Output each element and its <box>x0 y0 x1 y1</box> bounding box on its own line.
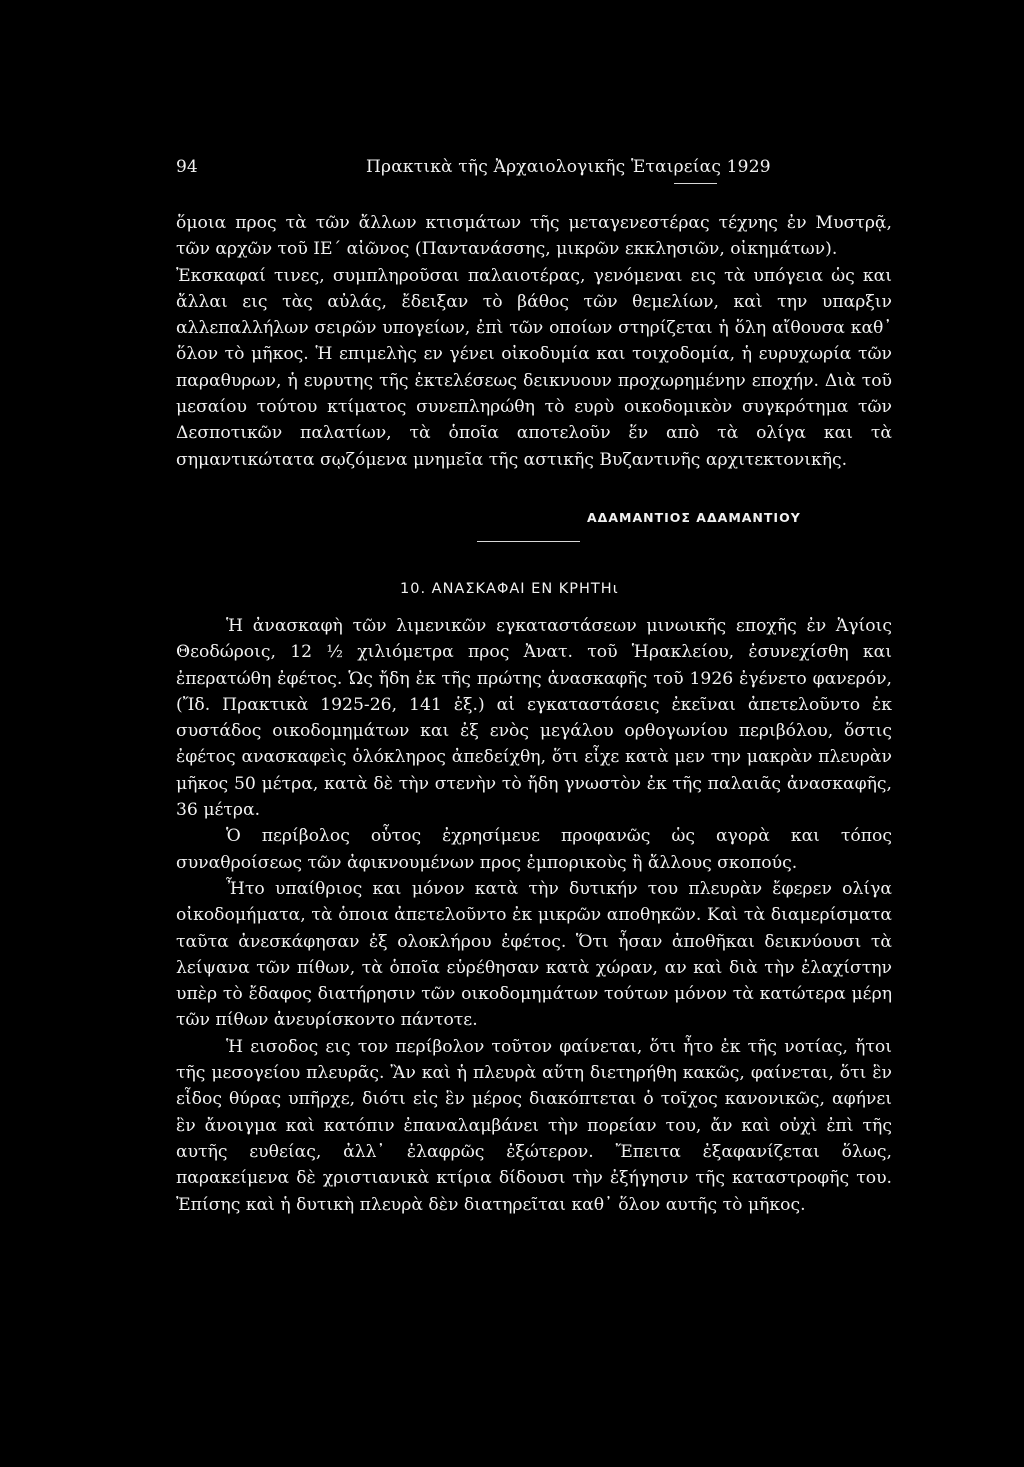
section-heading: 10. ΑΝΑΣΚΑΦΑΙ ΕΝ ΚΡΗΤΗι <box>400 581 619 597</box>
section-one-body <box>176 210 892 473</box>
paragraph: Ἦτο υπαίθριος και μόνον κατὰ τὴν δυτικήν του πλευρὰν ἔφερεν ολίγα οἰκοδομήματα, τὰ ὁποια ἀπετελοῦντο ἐκ μικρῶν αποθηκῶν. Καὶ τὰ διαμερίσματα ταῦτα ἀνεσκάφησαν ἐξ ολοκλήρου ἐφέτος. Ὅτι ἦσαν ἀποθῆκαι δεικνύουσι τὰ λείψανα τῶν πίθων, τὰ ὁποῖα εὑρέθησαν κατὰ χώραν, αν καὶ διὰ τὴν ἐλαχίστην υπὲρ τὸ ἔδαφος διατήρησιν τῶν οικοδομημάτων τούτων μόνον τὰ κατώτερα μέρη τῶν πίθων ἀνευρίσκοντο πάντοτε. <box>176 878 892 1031</box>
page-number: 94 <box>176 157 198 177</box>
paragraph: ὅμοια προς τὰ τῶν ἄλλων κτισμάτων τῆς μεταγενεστέρας τέχνης ἐν Μυστρᾷ, τῶν αρχῶν τοῦ ΙΕ΄ αἰῶνος (Παντανάσσης, μικρῶν εκκλησιῶν, οἰκημάτων). <box>176 213 892 260</box>
paragraph: Ὁ περίβολος οὗτος ἐχρησίμευε προφανῶς ὡς αγορὰ και τόπος συναθροίσεως τῶν ἀφικνουμένων προς ἐμπορικοὺς ἢ ἄλλους σκοπούς. <box>176 826 892 873</box>
section-divider <box>477 541 580 542</box>
paragraph: Ἐκσκαφαί τινες, συμπληροῦσαι παλαιοτέρας, γενόμεναι εις τὰ υπόγεια ὡς και ἄλλαι εις τὰς αὐλάς, ἔδειξαν τὸ βάθος τῶν θεμελίων, καὶ την υπαρξιν αλλεπαλλήλων σειρῶν υπογείων, ἐπὶ τῶν οποίων στηρίζεται ἡ ὅλη αἴθουσα καθ᾽ ὅλον τὸ μῆκος. Ἡ επιμελὴς εν γένει οἰκοδυμία και τοιχοδομία, ἡ ευρυχωρία τῶν παραθυρων, ἡ ευρυτης τῆς ἐκτελέσεως δεικνυουν προχωρημένην εποχήν. Διὰ τοῦ μεσαίου τούτου κτίματος συνεπληρώθη τὸ ευρὺ οικοδομικὸν συγκρότημα τῶν Δεσποτικῶν παλατίων, τὰ ὁποῖα αποτελοῦν ἕν απὸ τὰ ολίγα και τὰ σημαντικώτατα σῳζόμενα μνημεῖα τῆς αστικῆς Βυζαντινῆς αρχιτεκτονικῆς. <box>176 265 892 470</box>
running-head: Πρακτικὰ τῆς Ἀρχαιολογικῆς Ἑταιρείας 1929 <box>366 157 771 177</box>
header-rule <box>674 183 717 184</box>
section-two-body <box>176 613 892 1218</box>
author-signature: ΑΔΑΜΑΝΤΙΟΣ ΑΔΑΜΑΝΤΙΟΥ <box>587 510 801 525</box>
page-header <box>176 157 896 187</box>
paragraph: Ἡ εισοδος εις τον περίβολον τοῦτον φαίνεται, ὅτι ἦτο ἐκ τῆς νοτίας, ἤτοι τῆς μεσογείου πλευρᾶς. Ἂν καὶ ἡ πλευρὰ αὕτη διετηρήθη κακῶς, φαίνεται, ὅτι ἓν εἶδος θύρας υπῆρχε, διότι εἰς ἓν μέρος διακόπτεται ὁ τοῖχος κανονικῶς, αφήνει ἓν ἄνοιγμα καὶ κατόπιν ἐπαναλαμβάνει τὴν πορείαν του, ἄν καὶ οὐχὶ ἐπὶ τῆς αυτῆς ευθείας, ἀλλ᾽ ἐλαφρῶς ἐξώτερον. Ἔπειτα ἐξαφανίζεται ὅλως, παρακείμενα δὲ χριστιανικὰ κτίρια δίδουσι τὴν ἐξήγησιν τῆς καταστροφῆς του. Ἐπίσης καὶ ἡ δυτικὴ πλευρὰ δὲν διατηρεῖται καθ᾽ ὅλον αυτῆς τὸ μῆκος. <box>176 1036 892 1215</box>
paragraph: Ἡ ἀνασκαφὴ τῶν λιμενικῶν εγκαταστάσεων μινωικῆς εποχῆς ἐν Ἁγίοις Θεοδώροις, 12 ½ χιλιόμετρα προς Ἀνατ. τοῦ Ἡρακλείου, ἐσυνεχίσθη και ἐπερατώθη ἐφέτος. Ὡς ἤδη ἐκ τῆς πρώτης ἀνασκαφῆς τοῦ 1926 ἐγένετο φανερόν, (Ἴδ. Πρακτικὰ 1925-26, 141 ἑξ.) αἱ εγκαταστάσεις ἐκεῖναι ἀπετελοῦντο ἐκ συστάδος οικοδομημάτων και ἐξ ενὸς μεγάλου ορθογωνίου περιβόλου, ὅστις ἐφέτος ανασκαφεὶς ὁλόκληρος ἀπεδείχθη, ὅτι εἶχε κατὰ μεν την μακρὰν πλευρὰν μῆκος 50 μέτρα, κατὰ δὲ τὴν στενὴν τὸ ἤδη γνωστὸν ἐκ τῆς παλαιᾶς ἀνασκαφῆς, 36 μέτρα. <box>176 616 892 821</box>
